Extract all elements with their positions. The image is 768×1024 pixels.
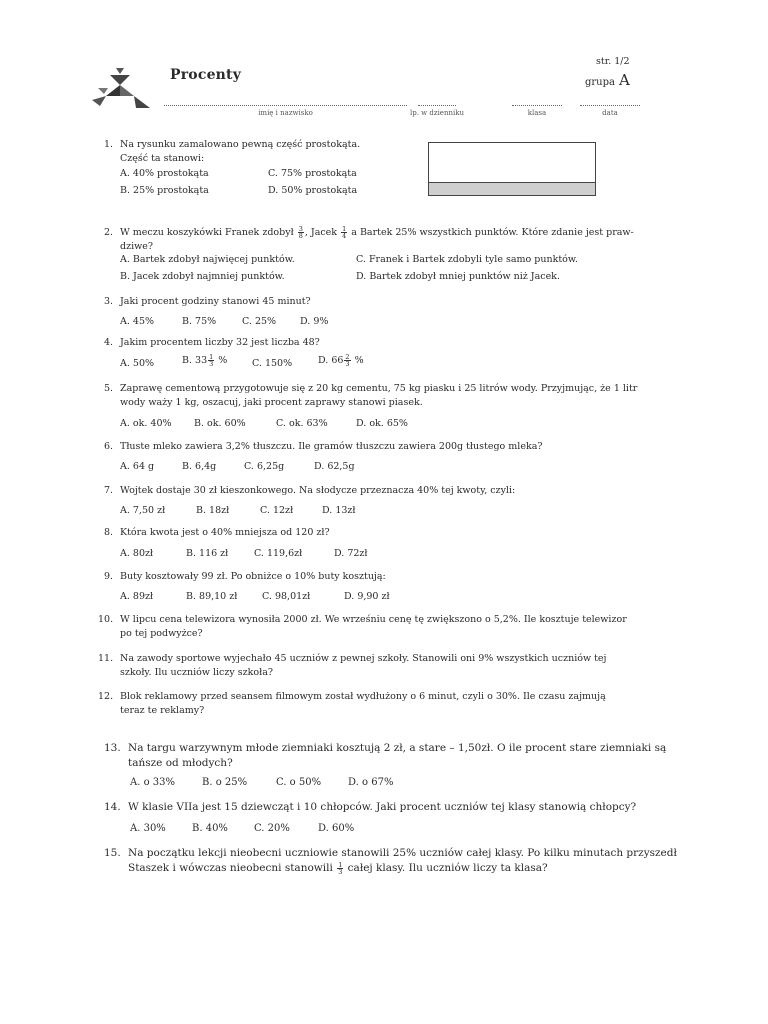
answer-option-a[interactable]: A. 30% [130,823,166,834]
answer-option-d[interactable]: D. 72zł [334,548,368,559]
group-label: grupa [585,77,615,88]
question-text: Buty kosztowały 99 zł. Po obniżce o 10% buty kosztują: [120,571,386,582]
fraction: $\frac{1}{3}$ [338,860,343,876]
question-number: 14. [104,801,121,813]
answer-option-d[interactable]: D. o 67% [348,777,394,788]
answer-option-d[interactable]: D. 9,90 zł [344,591,390,602]
answer-option-b[interactable]: B. 25% prostokąta [120,185,209,196]
answer-option-c[interactable]: C. o 50% [276,777,322,788]
rectangle-figure [428,142,596,196]
shaded-part [429,182,595,195]
question-number: 4. [104,337,114,348]
page-number: str. 1/2 [596,56,630,67]
class-field-label: klasa [527,109,547,117]
question-number: 6. [104,441,114,452]
question-text: Na zawody sportowe wyjechało 45 uczniów z pewnej szkoły. Stanowili oni 9% wszystkich uczniów tej [120,653,607,664]
question-text: Blok reklamowy przed seansem filmowym został wydłużony o 6 minut, czyli o 30%. Ile czasu zajmują [120,691,606,702]
question-number: 11. [98,653,114,664]
question-text: Część ta stanowi: [120,153,205,164]
question-text: wody waży 1 kg, oszacuj, jaki procent zaprawy stanowi piasek. [120,397,423,408]
question-text: Jakim procentem liczby 32 jest liczba 48? [120,337,320,348]
group-letter: A [619,71,630,89]
question-text: Staszek i wówczas nieobecni stanowili $\frac{1}{3}$ całej klasy. Ilu uczniów liczy ta klasa? [128,860,548,876]
answer-option-b[interactable]: B. Jacek zdobył najmniej punktów. [120,271,285,282]
answer-option-a[interactable]: A. o 33% [130,777,176,788]
answer-option-b[interactable]: B. o 25% [202,777,248,788]
question-text: teraz te reklamy? [120,705,205,716]
answer-option-d[interactable]: D. 50% prostokąta [268,185,358,196]
name-field[interactable] [164,99,407,106]
question-text: dziwe? [120,241,153,252]
question-number: 5. [104,383,114,394]
question-number: 10. [98,614,114,625]
question-text: Na rysunku zamalowano pewną część prostokąta. [120,139,361,150]
question-number: 15. [104,847,121,859]
answer-option-a[interactable]: A. 50% [120,358,155,369]
question-text: szkoły. Ilu uczniów liczy szkoła? [120,667,273,678]
date-field[interactable] [580,99,640,106]
question-number: 1. [104,139,114,150]
answer-option-d[interactable]: D. 13zł [322,505,356,516]
answer-option-d[interactable]: D. ok. 65% [356,418,408,429]
number-field-label: lp. w dzienniku [410,109,464,117]
answer-option-a[interactable]: A. 40% prostokąta [120,168,209,179]
student-info-fields [0,99,768,123]
question-number: 2. [104,227,114,238]
number-field[interactable] [418,99,456,106]
group-indicator [585,71,630,89]
answer-option-d[interactable]: D. 62,5g [314,461,355,472]
answer-option-a[interactable]: A. ok. 40% [120,418,172,429]
answer-option-a[interactable]: A. 45% [120,316,155,327]
answer-option-b[interactable]: B. 116 zł [186,548,229,559]
answer-option-a[interactable]: A. 64 g [120,461,155,472]
page-title: Procenty [170,67,242,83]
answer-option-b[interactable]: B. 40% [192,823,228,834]
question-text: Na targu warzywnym młode ziemniaki kosztują 2 zł, a stare – 1,50zł. O ile procent stare ziemniaki są [128,742,667,754]
class-field[interactable] [512,99,562,106]
answer-option-b[interactable]: B. 89,10 zł [186,591,238,602]
answer-option-c[interactable]: C. Franek i Bartek zdobyli tyle samo punktów. [356,254,578,265]
answer-option-b[interactable]: B. 18zł [196,505,230,516]
answer-option-d[interactable]: D. 66 $\frac{2}{3}$ % [318,353,364,368]
answer-option-c[interactable]: C. 98,01zł [262,591,311,602]
question-number: 9. [104,571,114,582]
answer-option-c[interactable]: C. 6,25g [244,461,285,472]
fraction: $\frac{3}{8}$ [298,225,303,240]
answer-option-c[interactable]: C. 75% prostokąta [268,168,357,179]
answer-option-c[interactable]: C. 20% [254,823,290,834]
answer-option-c[interactable]: C. 119,6zł [254,548,303,559]
answer-option-a[interactable]: A. 89zł [120,591,154,602]
question-text: Jaki procent godziny stanowi 45 minut? [120,296,311,307]
question-text: W lipcu cena telewizora wynosiła 2000 zł. We wrześniu cenę tę zwiększono o 5,2%. Ile kosztuje telewizor [120,614,627,625]
question-text: Wojtek dostaje 30 zł kieszonkowego. Na słodycze przeznacza 40% tej kwoty, czyli: [120,485,516,496]
answer-option-a[interactable]: A. 80zł [120,548,154,559]
fraction: $\frac{1}{4}$ [342,225,347,240]
answer-option-c[interactable]: C. ok. 63% [276,418,328,429]
answer-option-b[interactable]: B. 75% [182,316,217,327]
answer-option-a[interactable]: A. Bartek zdobył najwięcej punktów. [120,254,295,265]
question-text: W klasie VIIa jest 15 dziewcząt i 10 chłopców. Jaki procent uczniów tej klasy stanowią chłopcy? [128,801,637,813]
answer-option-d[interactable]: D. 9% [300,316,329,327]
question-text: W meczu koszykówki Franek zdobył $\frac{3}{8}$ , Jacek $\frac{1}{4}$ a Bartek 25% wszystkich punktów. Które zdanie jest praw- [120,225,634,240]
answer-option-d[interactable]: D. Bartek zdobył mniej punktów niż Jacek. [356,271,560,282]
question-text: Tłuste mleko zawiera 3,2% tłuszczu. Ile gramów tłuszczu zawiera 200g tłustego mleka? [120,441,543,452]
answer-option-c[interactable]: C. 12zł [260,505,294,516]
answer-option-a[interactable]: A. 7,50 zł [120,505,166,516]
question-number: 3. [104,296,114,307]
question-text: Na początku lekcji nieobecni uczniowie stanowili 25% uczniów całej klasy. Po kilku minutach przyszedł [128,847,677,859]
answer-option-d[interactable]: D. 60% [318,823,355,834]
question-text: tańsze od młodych? [128,757,233,769]
answer-option-c[interactable]: C. 150% [252,358,293,369]
question-text: Która kwota jest o 40% mniejsza od 120 zł? [120,527,330,538]
answer-option-b[interactable]: B. 6,4g [182,461,217,472]
answer-option-b[interactable]: B. 33 $\frac{1}{3}$ % [182,353,228,368]
answer-option-b[interactable]: B. ok. 60% [194,418,246,429]
name-field-label: imię i nazwisko [258,109,313,117]
question-text: po tej podwyżce? [120,628,203,639]
question-number: 8. [104,527,114,538]
question-number: 7. [104,485,114,496]
date-field-label: data [602,109,618,117]
question-number: 12. [98,691,114,702]
question-number: 13. [104,742,121,754]
question-text: Zaprawę cementową przygotowuje się z 20 kg cementu, 75 kg piasku i 25 litrów wody. Przyjmując, że 1 litr [120,383,638,394]
answer-option-c[interactable]: C. 25% [242,316,277,327]
